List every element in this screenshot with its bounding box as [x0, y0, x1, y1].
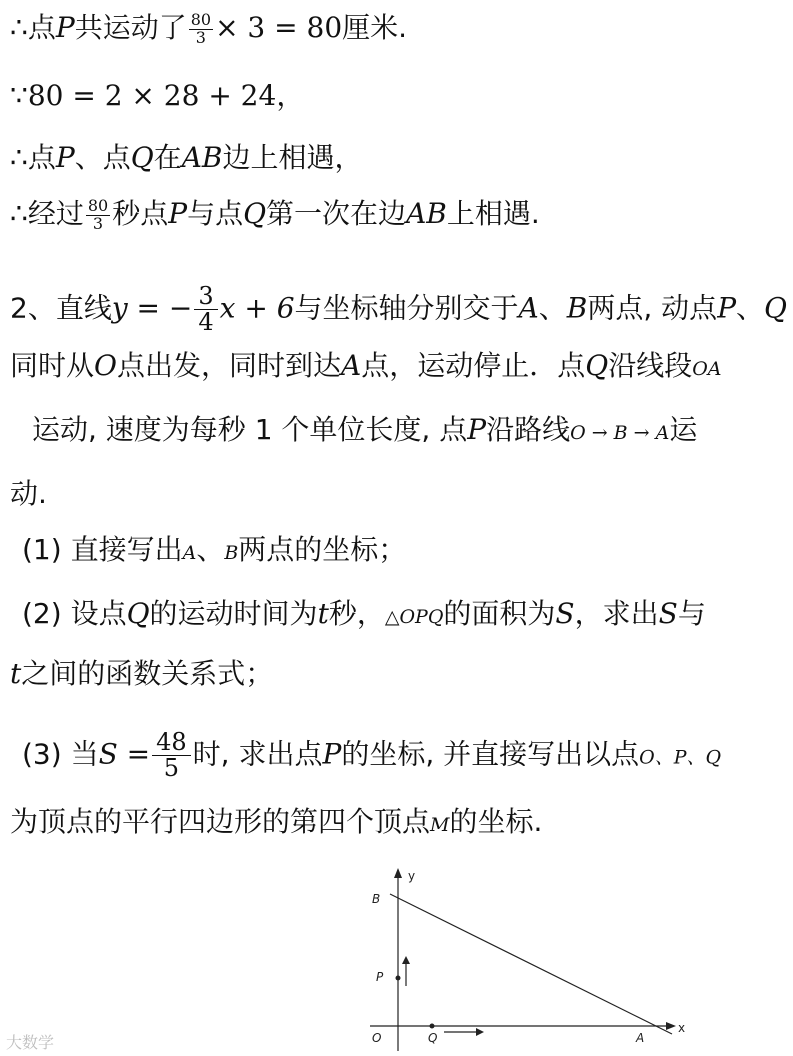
text: (1) 直接写出	[22, 533, 183, 566]
text: ，求出	[574, 597, 659, 630]
text: 两点的坐标；	[238, 533, 407, 566]
text: 经过	[27, 197, 84, 230]
text: 动.	[10, 477, 47, 510]
text: 2、直线	[10, 291, 112, 325]
text: 与	[677, 597, 706, 630]
text: 在	[153, 141, 182, 174]
equation-right: x + 6	[219, 291, 295, 325]
point-a: A	[182, 542, 197, 564]
variable-t: t	[10, 657, 22, 690]
variable-t: t	[317, 597, 329, 630]
denominator: 5	[163, 754, 180, 783]
problem-line-2	[10, 348, 722, 387]
point-p: P	[168, 197, 188, 230]
point-a: A	[341, 349, 362, 382]
text: (3) 当	[22, 737, 99, 771]
text: 厘米.	[342, 11, 408, 44]
fraction-80-3	[189, 9, 213, 47]
coordinate-figure	[360, 866, 690, 1051]
fraction-80-3	[86, 195, 110, 233]
numerator: 48	[152, 730, 191, 756]
question-2-cont	[10, 656, 273, 692]
point-q: Q	[126, 597, 150, 630]
text: 的运动时间为	[149, 597, 318, 630]
therefore-symbol: ∴	[10, 11, 28, 44]
text: 点，运动停止．点	[361, 349, 586, 382]
solution-line-3	[10, 140, 363, 176]
text: 两点, 动点	[587, 291, 718, 325]
p-motion-arrowhead	[402, 956, 410, 964]
text: 之间的函数关系式；	[21, 657, 274, 690]
y-axis-label: y	[408, 869, 416, 883]
variable-s: S	[555, 597, 575, 630]
text: 与点	[187, 197, 244, 230]
variable-s: S	[658, 597, 678, 630]
point-q: Q	[764, 291, 788, 325]
segment-ab: AB	[406, 197, 447, 230]
text: (2) 设点	[22, 597, 127, 630]
point-b: B	[224, 542, 239, 564]
label-q: Q	[428, 1031, 438, 1045]
x-axis-label: x	[678, 1021, 686, 1035]
q-motion-arrowhead	[476, 1028, 484, 1036]
point-p-dot	[396, 976, 401, 981]
text: 边上相遇，	[222, 141, 363, 174]
text: 运	[669, 413, 698, 446]
point-q: Q	[243, 197, 267, 230]
text: 的面积为	[443, 597, 556, 630]
triangle-opq: △OPQ	[384, 606, 444, 628]
route-o-b-a: O → B → A	[570, 422, 670, 444]
text: 上相遇.	[446, 197, 540, 230]
equation: × 3 = 80	[215, 11, 343, 44]
equation: 80 = 2 × 28 + 24，	[27, 79, 305, 112]
point-a: A	[518, 291, 539, 325]
problem-line-1	[10, 284, 787, 335]
text: 、	[196, 533, 225, 566]
label-a: A	[636, 1031, 645, 1045]
text: 点出发，同时到达	[116, 349, 341, 382]
point-q: Q	[130, 141, 154, 174]
solution-line-4	[10, 196, 540, 232]
text: 沿线段	[608, 349, 693, 382]
point-b: B	[566, 291, 588, 325]
equation: S =	[98, 737, 151, 771]
text: 秒，	[328, 597, 385, 630]
text: 时, 求出点	[192, 737, 323, 771]
point-q-dot	[430, 1024, 435, 1029]
x-axis-arrow	[666, 1022, 676, 1030]
point-p: P	[322, 737, 342, 771]
numerator: 3	[194, 284, 217, 310]
text: 、	[538, 291, 567, 325]
question-3-cont	[10, 804, 542, 843]
solution-line-2	[10, 78, 304, 114]
point-p: P	[467, 413, 487, 446]
text: 、	[736, 291, 765, 325]
therefore-symbol: ∴	[10, 141, 28, 174]
line-ab	[390, 894, 672, 1034]
text: 第一次在边	[266, 197, 407, 230]
label-o: O	[372, 1031, 382, 1045]
denominator: 4	[198, 308, 214, 337]
point-p: P	[55, 11, 75, 44]
text: 秒点	[112, 197, 169, 230]
fraction-3-4	[194, 284, 217, 335]
question-1	[22, 532, 406, 571]
equation-left: y = −	[111, 291, 193, 325]
point-p: P	[717, 291, 737, 325]
text: 同时从	[10, 349, 95, 382]
segment-ab: AB	[181, 141, 223, 174]
text: 的坐标, 并直接写出以点	[341, 737, 640, 771]
text: 的坐标.	[449, 805, 543, 838]
denominator: 3	[195, 27, 206, 47]
point-q: Q	[585, 349, 609, 382]
point-o: O	[94, 349, 117, 382]
text: 点	[27, 11, 56, 44]
point-m: M	[430, 814, 450, 836]
label-p: P	[376, 970, 384, 984]
question-3	[22, 730, 721, 781]
problem-line-3	[32, 412, 697, 451]
watermark: 大数学	[6, 1033, 55, 1052]
text: 共运动了	[74, 11, 187, 44]
text: 沿路线	[486, 413, 571, 446]
label-b: B	[372, 892, 381, 906]
question-2	[22, 596, 706, 635]
denominator: 3	[92, 213, 104, 233]
points-o-p-q: O、P、Q	[639, 746, 722, 769]
point-p: P	[55, 141, 75, 174]
because-symbol: ∵	[10, 79, 28, 112]
fraction-48-5	[152, 730, 191, 781]
text: 与坐标轴分别交于	[294, 291, 519, 325]
numerator: 80	[190, 9, 212, 29]
y-axis-arrow	[394, 868, 402, 878]
text: 、点	[74, 141, 131, 174]
solution-line-1	[10, 10, 407, 46]
problem-line-4	[10, 476, 47, 512]
text: 为顶点的平行四边形的第四个顶点	[10, 805, 431, 838]
text: 运动, 速度为每秒 1 个单位长度, 点	[32, 413, 468, 446]
text: 点	[27, 141, 56, 174]
numerator: 80	[87, 195, 109, 215]
therefore-symbol: ∴	[10, 197, 28, 230]
segment-oa: OA	[692, 358, 722, 380]
